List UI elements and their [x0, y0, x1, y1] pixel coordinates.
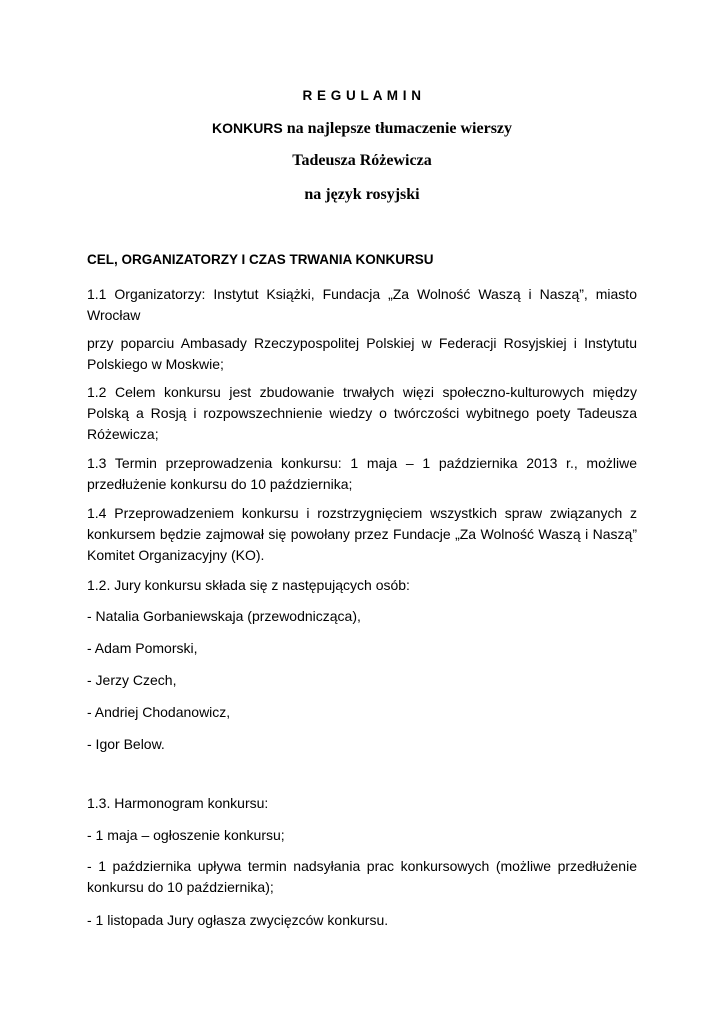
schedule-item: - 1 listopada Jury ogłasza zwycięzców konkursu. [87, 912, 389, 928]
contest-subtitle-rest: na najlepsze tłumaczenie wierszy [282, 120, 513, 137]
jury-member: - Adam Pomorski, [87, 640, 198, 656]
schedule-item: - 1 października upływa termin nadsyłania prac konkursowych (możliwe przedłużenie konkursu do 10 października); [87, 858, 637, 895]
document-title: R E G U L A M I N [302, 88, 422, 103]
schedule-intro: 1.3. Harmonogram konkursu: [87, 795, 269, 811]
paragraph-1-4: 1.4 Przeprowadzeniem konkursu i rozstrzygnięciem wszystkich spraw związanych z konkursem będzie zajmował się powołany przez Fundacje „Za Wolność Waszą i Naszą” Komitet Organizacyjny (KO). [87, 505, 637, 563]
target-language: na język rosyjski [304, 186, 420, 203]
contest-subtitle [0, 120, 724, 138]
paragraph-1-2: 1.2 Celem konkursu jest zbudowanie trwałych więzi społeczno-kulturowych między Polską a Rosją i rozpowszechnienie wiedzy o twórczości wybitnego poety Tadeusza Różewicza; [87, 384, 637, 442]
section-heading: CEL, ORGANIZATORZY I CZAS TRWANIA KONKURSU [87, 252, 434, 267]
jury-intro: 1.2. Jury konkursu składa się z następujących osób: [87, 577, 410, 593]
poet-name: Tadeusza Różewicza [292, 152, 432, 169]
paragraph-support: przy poparciu Ambasady Rzeczypospolitej Polskiej w Federacji Rosyjskiej i Instytutu Polskiego w Moskwie; [87, 335, 637, 372]
paragraph-1-3: 1.3 Termin przeprowadzenia konkursu: 1 maja – 1 października 2013 r., możliwe przedłużenie konkursu do 10 października; [87, 455, 637, 492]
schedule-item: - 1 maja – ogłoszenie konkursu; [87, 827, 285, 843]
contest-word: KONKURS [211, 120, 283, 136]
jury-member: - Andriej Chodanowicz, [87, 704, 231, 720]
jury-member: - Natalia Gorbaniewskaja (przewodnicząca), [87, 608, 361, 624]
jury-member: - Igor Below. [87, 736, 165, 752]
paragraph-1-1: 1.1 Organizatorzy: Instytut Książki, Fundacja „Za Wolność Waszą i Naszą”, miasto Wrocław [87, 286, 637, 323]
jury-member: - Jerzy Czech, [87, 672, 177, 688]
